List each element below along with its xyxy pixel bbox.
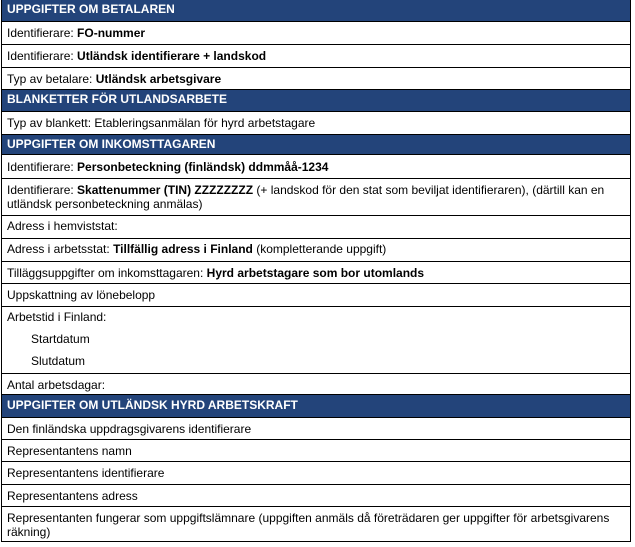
field-note: (kompletterande uppgift) bbox=[256, 242, 387, 256]
field-label: Adress i hemviststat: bbox=[7, 219, 118, 233]
table-row bbox=[1, 374, 631, 395]
table-row bbox=[1, 239, 631, 262]
field-label: Tilläggsuppgifter om inkomsttagaren: bbox=[7, 266, 204, 280]
field-label: Representanten fungerar som uppgiftslämnare (uppgiften anmäls då företrädaren ger uppgifter för arbetsgivarens räkning) bbox=[7, 511, 610, 539]
table-row bbox=[1, 262, 631, 284]
form-table bbox=[1, 0, 631, 542]
field-value: Tillfällig adress i Finland bbox=[113, 242, 253, 256]
table-row bbox=[1, 68, 631, 90]
table-row bbox=[1, 462, 631, 485]
table-row bbox=[1, 284, 631, 307]
field-label: Identifierare: bbox=[7, 183, 74, 197]
field-label: Typ av betalare: bbox=[7, 72, 93, 86]
field-value: Etableringsanmälan för hyrd arbetstagare bbox=[94, 116, 316, 130]
table-row bbox=[1, 216, 631, 239]
table-row bbox=[1, 22, 631, 45]
section-header-income-earner: UPPGIFTER OM INKOMSTTAGAREN bbox=[1, 135, 631, 155]
field-label: Typ av blankett: bbox=[7, 116, 92, 130]
table-row bbox=[1, 179, 631, 216]
table-row bbox=[1, 155, 631, 179]
field-label: Uppskattning av lönebelopp bbox=[7, 288, 156, 302]
field-value: Utländsk identifierare + landskod bbox=[77, 49, 267, 63]
table-row bbox=[1, 418, 631, 440]
section-header-payer: UPPGIFTER OM BETALAREN bbox=[1, 0, 631, 22]
field-label: Den finländska uppdragsgivarens identifierare bbox=[7, 422, 252, 436]
section-header-forms: BLANKETTER FÖR UTLANDSARBETE bbox=[1, 90, 631, 112]
field-note: (+ landskod för den stat som beviljat identifieraren), (därtill kan en utländsk personbeteckning anmälas) bbox=[7, 183, 605, 211]
table-row bbox=[1, 307, 631, 374]
field-value: Personbeteckning (finländsk) ddmmåå-1234 bbox=[77, 160, 329, 174]
section-header-foreign-labour: UPPGIFTER OM UTLÄNDSK HYRD ARBETSKRAFT bbox=[1, 395, 631, 418]
field-value: FO-nummer bbox=[77, 26, 146, 40]
field-label: Identifierare: bbox=[7, 49, 74, 63]
field-label: Representantens namn bbox=[7, 444, 132, 458]
field-label: Adress i arbetsstat: bbox=[7, 242, 110, 256]
field-value: Hyrd arbetstagare som bor utomlands bbox=[206, 266, 425, 280]
field-label: Arbetstid i Finland: bbox=[7, 310, 107, 324]
table-row bbox=[1, 485, 631, 507]
field-label: Representantens adress bbox=[7, 489, 138, 503]
field-label: Antal arbetsdagar: bbox=[7, 378, 106, 392]
sub-field-label: Startdatum bbox=[31, 332, 90, 346]
field-label: Identifierare: bbox=[7, 26, 74, 40]
sub-field-label: Slutdatum bbox=[31, 354, 86, 368]
table-row bbox=[1, 440, 631, 462]
field-label: Representantens identifierare bbox=[7, 466, 165, 480]
table-row bbox=[1, 507, 631, 542]
field-label: Identifierare: bbox=[7, 160, 74, 174]
table-row bbox=[1, 45, 631, 68]
field-value: Utländsk arbetsgivare bbox=[95, 72, 222, 86]
table-row bbox=[1, 112, 631, 135]
field-value: Skattenummer (TIN) ZZZZZZZZ bbox=[77, 183, 254, 197]
